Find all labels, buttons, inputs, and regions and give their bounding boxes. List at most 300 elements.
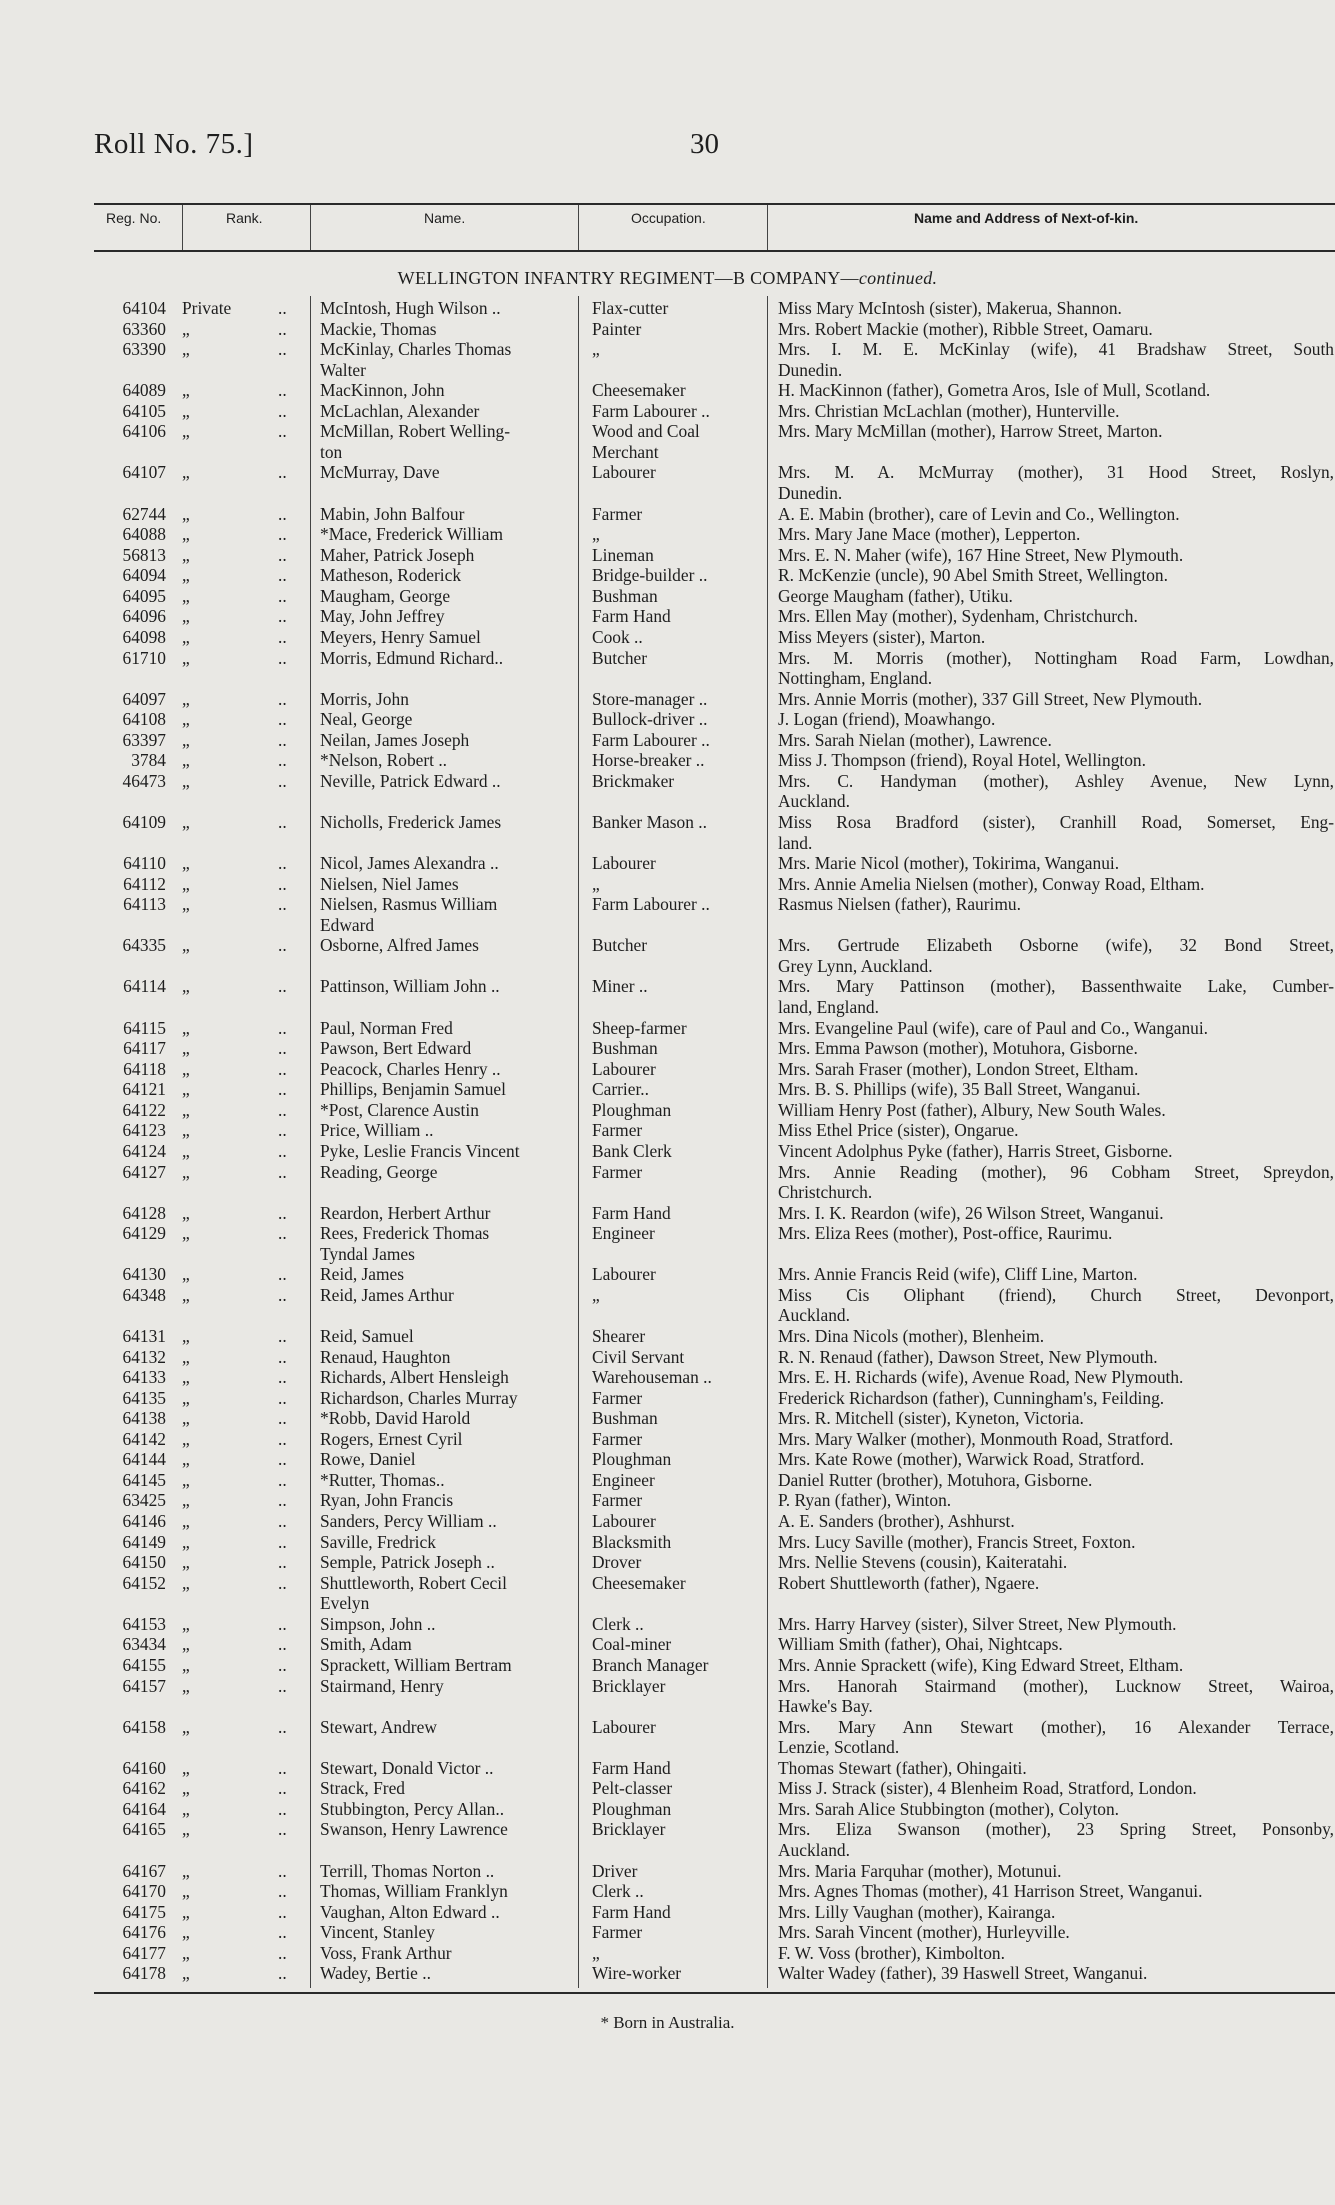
soldier-name: Nielsen, Rasmus William: [320, 894, 498, 915]
leader-dots: ..: [278, 770, 287, 791]
reg-number: 64335: [122, 935, 166, 956]
reg-number: 64113: [123, 894, 166, 915]
occupation: Labourer: [592, 1058, 656, 1079]
leader-dots: ..: [278, 1654, 287, 1675]
rank: „: [182, 318, 190, 339]
rank: „: [182, 400, 190, 421]
next-of-kin: Lenzie, Scotland.: [778, 1737, 900, 1758]
next-of-kin: Mrs. Sarah Fraser (mother), London Street, Eltham.: [778, 1058, 1139, 1079]
soldier-name: ton: [320, 441, 343, 462]
reg-number: 64130: [122, 1264, 166, 1285]
reg-number: 64165: [122, 1819, 166, 1840]
next-of-kin: Auckland.: [778, 1840, 850, 1860]
reg-number: 64097: [122, 688, 166, 709]
occupation: Clerk ..: [592, 1881, 644, 1902]
next-of-kin: Walter Wadey (father), 39 Haswell Street, Wanganui.: [778, 1963, 1148, 1984]
occupation: Farm Hand: [592, 1202, 671, 1223]
soldier-name: *Nelson, Robert ..: [320, 750, 448, 771]
leader-dots: ..: [278, 503, 287, 524]
next-of-kin: Dunedin.: [778, 359, 843, 380]
rank: „: [182, 1819, 190, 1840]
leader-dots: ..: [278, 380, 287, 401]
soldier-name: Nielsen, Niel James: [320, 873, 459, 894]
occupation: Farm Hand: [592, 1901, 671, 1922]
rank: „: [182, 1223, 190, 1244]
occupation: Merchant: [592, 441, 659, 462]
next-of-kin: William Henry Post (father), Albury, New South Wales.: [778, 1099, 1166, 1120]
leader-dots: ..: [278, 1387, 287, 1408]
next-of-kin: Mrs. Gertrude Elizabeth Osborne (wife), 32 Bond Street,: [778, 935, 1334, 956]
col-reg-no: Reg. No.: [106, 210, 162, 226]
header-divider: [310, 205, 311, 250]
occupation: Labourer: [592, 1264, 656, 1285]
next-of-kin: Rasmus Nielsen (father), Raurimu.: [778, 894, 1021, 915]
soldier-name: MacKinnon, John: [320, 380, 445, 401]
rank: „: [182, 1490, 190, 1511]
soldier-name: Stairmand, Henry: [320, 1675, 444, 1696]
next-of-kin: Robert Shuttleworth (father), Ngaere.: [778, 1572, 1040, 1593]
leader-dots: ..: [278, 853, 287, 874]
next-of-kin: Mrs. I. M. E. McKinlay (wife), 41 Bradshaw Street, South: [778, 339, 1334, 360]
leader-dots: ..: [278, 1860, 287, 1881]
leader-dots: ..: [278, 976, 287, 997]
occupation: Bushman: [592, 1038, 658, 1059]
rank: „: [182, 1017, 190, 1038]
rank: „: [182, 1634, 190, 1655]
next-of-kin: Mrs. M. A. McMurray (mother), 31 Hood Street, Roslyn,: [778, 462, 1334, 483]
occupation: Farm Labourer ..: [592, 400, 710, 421]
reg-number: 63434: [122, 1634, 166, 1655]
leader-dots: ..: [278, 1284, 287, 1305]
soldier-name: Rogers, Ernest Cyril: [320, 1428, 463, 1449]
rank: „: [182, 606, 190, 627]
soldier-name: Wadey, Bertie ..: [320, 1963, 431, 1984]
leader-dots: ..: [278, 1922, 287, 1943]
next-of-kin: Nottingham, England.: [778, 668, 933, 689]
next-of-kin: Auckland.: [778, 1305, 850, 1326]
reg-number: 64164: [122, 1798, 166, 1819]
soldier-name: Swanson, Henry Lawrence: [320, 1819, 508, 1840]
soldier-name: Evelyn: [320, 1593, 370, 1614]
occupation: Bridge-builder ..: [592, 565, 708, 586]
rank: „: [182, 1449, 190, 1470]
soldier-name: Reardon, Herbert Arthur: [320, 1202, 491, 1223]
reg-number: 64175: [122, 1901, 166, 1922]
leader-dots: ..: [278, 1408, 287, 1429]
occupation: Cheesemaker: [592, 380, 686, 401]
leader-dots: ..: [278, 1326, 287, 1346]
rank: „: [182, 1284, 190, 1305]
leader-dots: ..: [278, 318, 287, 339]
soldier-name: McMurray, Dave: [320, 462, 440, 483]
leader-dots: ..: [278, 524, 287, 545]
soldier-name: Stewart, Andrew: [320, 1716, 437, 1737]
occupation: Driver: [592, 1860, 638, 1881]
soldier-name: Mackie, Thomas: [320, 318, 437, 339]
rank: „: [182, 894, 190, 915]
occupation: „: [592, 339, 600, 360]
next-of-kin: Mrs. Annie Sprackett (wife), King Edward Street, Eltham.: [778, 1654, 1184, 1675]
reg-number: 64178: [122, 1963, 166, 1984]
next-of-kin: Mrs. Lucy Saville (mother), Francis Street, Foxton.: [778, 1531, 1136, 1552]
occupation: „: [592, 1284, 600, 1305]
occupation: Farm Labourer ..: [592, 894, 710, 915]
leader-dots: ..: [278, 1901, 287, 1922]
occupation: Bushman: [592, 585, 658, 606]
soldier-name: Walter: [320, 359, 366, 380]
occupation: Store-manager ..: [592, 688, 708, 709]
rank: „: [182, 1881, 190, 1902]
next-of-kin: Mrs. Mary Pattinson (mother), Bassenthwaite Lake, Cumber-: [778, 976, 1334, 997]
next-of-kin: Mrs. B. S. Phillips (wife), 35 Ball Street, Wanganui.: [778, 1079, 1141, 1100]
soldier-name: Reid, James: [320, 1264, 405, 1285]
occupation: „: [592, 1942, 600, 1963]
next-of-kin: A. E. Mabin (brother), care of Levin and Co., Wellington.: [778, 503, 1180, 524]
soldier-name: Tyndal James: [320, 1243, 415, 1264]
rank: „: [182, 770, 190, 791]
reg-number: 64176: [122, 1922, 166, 1943]
reg-number: 63360: [122, 318, 166, 339]
leader-dots: ..: [278, 565, 287, 586]
reg-number: 64107: [122, 462, 166, 483]
reg-number: 3784: [131, 750, 166, 771]
reg-number: 63425: [122, 1490, 166, 1511]
leader-dots: ..: [278, 1963, 287, 1984]
rank: „: [182, 1963, 190, 1984]
soldier-name: Osborne, Alfred James: [320, 935, 479, 956]
soldier-name: May, John Jeffrey: [320, 606, 445, 627]
soldier-name: Richards, Albert Hensleigh: [320, 1367, 509, 1388]
next-of-kin: Mrs. Mary McMillan (mother), Harrow Street, Marton.: [778, 421, 1163, 442]
rank: „: [182, 1511, 190, 1532]
occupation: Warehouseman ..: [592, 1367, 712, 1388]
next-of-kin: Mrs. Lilly Vaughan (mother), Kairanga.: [778, 1901, 1056, 1922]
reg-number: 64144: [122, 1449, 166, 1470]
reg-number: 64155: [122, 1654, 166, 1675]
column-divider: [767, 296, 768, 1988]
occupation: Bricklayer: [592, 1819, 666, 1840]
next-of-kin: land, England.: [778, 997, 879, 1018]
next-of-kin: Mrs. Nellie Stevens (cousin), Kaiteratahi.: [778, 1552, 1068, 1573]
soldier-name: Vincent, Stanley: [320, 1922, 435, 1943]
next-of-kin: Mrs. Emma Pawson (mother), Motuhora, Gisborne.: [778, 1038, 1138, 1059]
column-divider: [310, 296, 311, 1988]
soldier-name: Rees, Frederick Thomas: [320, 1223, 490, 1244]
leader-dots: ..: [278, 1634, 287, 1655]
soldier-name: Edward: [320, 914, 375, 935]
footnote: * Born in Australia.: [600, 2013, 735, 2032]
rank: „: [182, 1346, 190, 1367]
leader-dots: ..: [278, 1469, 287, 1490]
occupation: Lineman: [592, 544, 654, 565]
leader-dots: ..: [278, 298, 287, 318]
next-of-kin: Mrs. Kate Rowe (mother), Warwick Road, Stratford.: [778, 1449, 1145, 1470]
rank: „: [182, 1716, 190, 1737]
leader-dots: ..: [278, 935, 287, 956]
next-of-kin: Mrs. C. Handyman (mother), Ashley Avenue, New Lynn,: [778, 770, 1334, 791]
next-of-kin: P. Ryan (father), Winton.: [778, 1490, 952, 1511]
reg-number: 64094: [122, 565, 166, 586]
occupation: Pelt-classer: [592, 1778, 673, 1799]
leader-dots: ..: [278, 1058, 287, 1079]
soldier-name: Renaud, Haughton: [320, 1346, 451, 1367]
next-of-kin: Mrs. Annie Amelia Nielsen (mother), Conway Road, Eltham.: [778, 873, 1205, 894]
occupation: Civil Servant: [592, 1346, 685, 1367]
occupation: Farmer: [592, 503, 643, 524]
rank: „: [182, 462, 190, 483]
rank: „: [182, 1120, 190, 1141]
col-next-of-kin: Name and Address of Next-of-kin.: [914, 210, 1139, 226]
next-of-kin: Christchurch.: [778, 1182, 873, 1203]
rank: „: [182, 1099, 190, 1120]
occupation: Miner ..: [592, 976, 648, 997]
next-of-kin: George Maugham (father), Utiku.: [778, 585, 1013, 606]
reg-number: 64089: [122, 380, 166, 401]
rank: „: [182, 853, 190, 874]
header-divider: [578, 205, 579, 250]
rank: „: [182, 1202, 190, 1223]
next-of-kin: William Smith (father), Ohai, Nightcaps.: [778, 1634, 1063, 1655]
rank: „: [182, 1058, 190, 1079]
soldier-name: Neal, George: [320, 709, 413, 730]
next-of-kin: Vincent Adolphus Pyke (father), Harris Street, Gisborne.: [778, 1140, 1173, 1161]
reg-number: 64348: [122, 1284, 166, 1305]
leader-dots: ..: [278, 1716, 287, 1737]
next-of-kin: R. N. Renaud (father), Dawson Street, New Plymouth.: [778, 1346, 1158, 1367]
soldier-name: Voss, Frank Arthur: [320, 1942, 452, 1963]
occupation: Farmer: [592, 1922, 643, 1943]
next-of-kin: Mrs. Dina Nicols (mother), Blenheim.: [778, 1326, 1045, 1346]
rank: „: [182, 1367, 190, 1388]
rank: „: [182, 688, 190, 709]
soldier-name: Semple, Patrick Joseph ..: [320, 1552, 495, 1573]
next-of-kin: R. McKenzie (uncle), 90 Abel Smith Street, Wellington.: [778, 565, 1168, 586]
occupation: „: [592, 873, 600, 894]
rank: „: [182, 1572, 190, 1593]
next-of-kin: Mrs. Evangeline Paul (wife), care of Paul and Co., Wanganui.: [778, 1017, 1209, 1038]
occupation: Labourer: [592, 1511, 656, 1532]
rank: „: [182, 1778, 190, 1799]
occupation: Flax-cutter: [592, 298, 669, 318]
soldier-name: Strack, Fred: [320, 1778, 406, 1799]
next-of-kin: Frederick Richardson (father), Cunningham's, Feilding.: [778, 1387, 1165, 1408]
soldier-name: Phillips, Benjamin Samuel: [320, 1079, 506, 1100]
next-of-kin: Dunedin.: [778, 483, 843, 504]
leader-dots: ..: [278, 400, 287, 421]
occupation: Farm Labourer ..: [592, 729, 710, 750]
soldier-name: Maugham, George: [320, 585, 451, 606]
rank: „: [182, 339, 190, 360]
leader-dots: ..: [278, 1757, 287, 1778]
next-of-kin: land.: [778, 832, 813, 853]
rank: „: [182, 1552, 190, 1573]
occupation: Banker Mason ..: [592, 812, 707, 832]
reg-number: 61710: [122, 647, 166, 668]
reg-number: 64135: [122, 1387, 166, 1408]
reg-number: 64118: [123, 1058, 166, 1079]
reg-number: 46473: [122, 770, 166, 791]
col-name: Name.: [424, 210, 466, 226]
occupation: „: [592, 524, 600, 545]
occupation: Brickmaker: [592, 770, 675, 791]
reg-number: 64114: [123, 976, 166, 997]
soldier-name: Reading, George: [320, 1161, 438, 1182]
next-of-kin: Mrs. Annie Reading (mother), 96 Cobham Street, Spreydon,: [778, 1161, 1334, 1182]
rank: „: [182, 1798, 190, 1819]
soldier-name: Terrill, Thomas Norton ..: [320, 1860, 495, 1881]
next-of-kin: Mrs. M. Morris (mother), Nottingham Road Farm, Lowdhan,: [778, 647, 1334, 668]
occupation: Farmer: [592, 1428, 643, 1449]
rank: „: [182, 544, 190, 565]
leader-dots: ..: [278, 1223, 287, 1244]
leader-dots: ..: [278, 709, 287, 730]
occupation: Farm Hand: [592, 1757, 671, 1778]
occupation: Ploughman: [592, 1449, 672, 1470]
reg-number: 63397: [122, 729, 166, 750]
reg-number: 64104: [122, 298, 166, 318]
occupation: Labourer: [592, 853, 656, 874]
next-of-kin: Mrs. Eliza Swanson (mother), 23 Spring Street, Ponsonby,: [778, 1819, 1334, 1840]
soldier-name: Sanders, Percy William ..: [320, 1511, 497, 1532]
leader-dots: ..: [278, 585, 287, 606]
rank: „: [182, 380, 190, 401]
leader-dots: ..: [278, 462, 287, 483]
reg-number: 64110: [123, 853, 166, 874]
leader-dots: ..: [278, 421, 287, 442]
rank: „: [182, 1675, 190, 1696]
next-of-kin: Grey Lynn, Auckland.: [778, 955, 933, 976]
leader-dots: ..: [278, 1346, 287, 1367]
leader-dots: ..: [278, 1099, 287, 1120]
rank: „: [182, 524, 190, 545]
soldier-name: Nicol, James Alexandra ..: [320, 853, 499, 874]
occupation: Farmer: [592, 1120, 643, 1141]
leader-dots: ..: [278, 1511, 287, 1532]
leader-dots: ..: [278, 1202, 287, 1223]
occupation: Butcher: [592, 935, 648, 956]
reg-number: 64157: [122, 1675, 166, 1696]
soldier-name: Pattinson, William John ..: [320, 976, 500, 997]
reg-number: 64146: [122, 1511, 166, 1532]
section-title: [0, 268, 1335, 289]
reg-number: 64149: [122, 1531, 166, 1552]
occupation: Coal-miner: [592, 1634, 672, 1655]
reg-number: 64106: [122, 421, 166, 442]
reg-number: 64177: [122, 1942, 166, 1963]
soldier-name: Stubbington, Percy Allan..: [320, 1798, 505, 1819]
occupation: Cook ..: [592, 626, 643, 647]
leader-dots: ..: [278, 812, 287, 832]
reg-number: 64109: [122, 812, 166, 832]
rank: „: [182, 1469, 190, 1490]
next-of-kin: Mrs. Mary Walker (mother), Monmouth Road, Stratford.: [778, 1428, 1174, 1449]
occupation: Engineer: [592, 1469, 655, 1490]
next-of-kin: Mrs. E. H. Richards (wife), Avenue Road, New Plymouth.: [778, 1367, 1184, 1388]
soldier-name: Vaughan, Alton Edward ..: [320, 1901, 500, 1922]
rank: „: [182, 709, 190, 730]
next-of-kin: Mrs. Hanorah Stairmand (mother), Lucknow Street, Wairoa,: [778, 1675, 1334, 1696]
reg-number: 64158: [122, 1716, 166, 1737]
header-divider: [182, 205, 183, 250]
next-of-kin: Mrs. Sarah Nielan (mother), Lawrence.: [778, 729, 1052, 750]
occupation: Bricklayer: [592, 1675, 666, 1696]
next-of-kin: H. MacKinnon (father), Gometra Aros, Isle of Mull, Scotland.: [778, 380, 1211, 401]
reg-number: 64121: [122, 1079, 166, 1100]
next-of-kin: Miss Rosa Bradford (sister), Cranhill Road, Somerset, Eng-: [778, 812, 1334, 832]
next-of-kin: Mrs. Maria Farquhar (mother), Motunui.: [778, 1860, 1062, 1881]
reg-number: 64124: [122, 1140, 166, 1161]
next-of-kin: Mrs. Agnes Thomas (mother), 41 Harrison Street, Wanganui.: [778, 1881, 1203, 1902]
header-divider: [767, 205, 768, 250]
next-of-kin: Auckland.: [778, 791, 850, 812]
rank: „: [182, 647, 190, 668]
soldier-name: *Post, Clarence Austin: [320, 1099, 479, 1120]
occupation: Drover: [592, 1552, 642, 1573]
rank: „: [182, 1428, 190, 1449]
soldier-name: Rowe, Daniel: [320, 1449, 416, 1470]
col-occupation: Occupation.: [631, 210, 706, 226]
reg-number: 64150: [122, 1552, 166, 1573]
rank: „: [182, 750, 190, 771]
reg-number: 64105: [122, 400, 166, 421]
rank: „: [182, 1860, 190, 1881]
next-of-kin: J. Logan (friend), Moawhango.: [778, 709, 996, 730]
soldier-name: Meyers, Henry Samuel: [320, 626, 481, 647]
header-bottom-rule: [94, 250, 1335, 252]
occupation: Farmer: [592, 1387, 643, 1408]
reg-number: 64112: [123, 873, 166, 894]
next-of-kin: Mrs. Robert Mackie (mother), Ribble Street, Oamaru.: [778, 318, 1153, 339]
soldier-name: Morris, John: [320, 688, 409, 709]
next-of-kin: Miss Ethel Price (sister), Ongarue.: [778, 1120, 1019, 1141]
roll-number: Roll No. 75.]: [94, 128, 254, 160]
soldier-name: *Robb, David Harold: [320, 1408, 471, 1429]
occupation: Butcher: [592, 647, 648, 668]
occupation: Wood and Coal: [592, 421, 700, 442]
leader-dots: ..: [278, 626, 287, 647]
soldier-name: McLachlan, Alexander: [320, 400, 480, 421]
next-of-kin: Miss Mary McIntosh (sister), Makerua, Shannon.: [778, 298, 1122, 318]
soldier-name: Nicholls, Frederick James: [320, 812, 502, 832]
leader-dots: ..: [278, 1449, 287, 1470]
leader-dots: ..: [278, 544, 287, 565]
soldier-name: Ryan, John Francis: [320, 1490, 454, 1511]
rank: „: [182, 935, 190, 956]
rank: „: [182, 1531, 190, 1552]
leader-dots: ..: [278, 1778, 287, 1799]
soldier-name: Sprackett, William Bertram: [320, 1654, 512, 1675]
occupation: Horse-breaker ..: [592, 750, 705, 771]
leader-dots: ..: [278, 729, 287, 750]
reg-number: 64129: [122, 1223, 166, 1244]
next-of-kin: Mrs. Sarah Vincent (mother), Hurleyville.: [778, 1922, 1070, 1943]
column-divider: [578, 296, 579, 1988]
leader-dots: ..: [278, 1572, 287, 1593]
reg-number: 64152: [122, 1572, 166, 1593]
table-bottom-rule: [94, 1992, 1335, 1994]
rank: „: [182, 1613, 190, 1634]
leader-dots: ..: [278, 1552, 287, 1573]
leader-dots: ..: [278, 1675, 287, 1696]
next-of-kin: Mrs. Eliza Rees (mother), Post-office, Raurimu.: [778, 1223, 1113, 1244]
reg-number: 64127: [122, 1161, 166, 1182]
page-number: 30: [690, 128, 719, 160]
soldier-name: McKinlay, Charles Thomas: [320, 339, 512, 360]
reg-number: 64122: [122, 1099, 166, 1120]
leader-dots: ..: [278, 1264, 287, 1285]
next-of-kin: Mrs. Annie Morris (mother), 337 Gill Street, New Plymouth.: [778, 688, 1203, 709]
reg-number: 64128: [122, 1202, 166, 1223]
